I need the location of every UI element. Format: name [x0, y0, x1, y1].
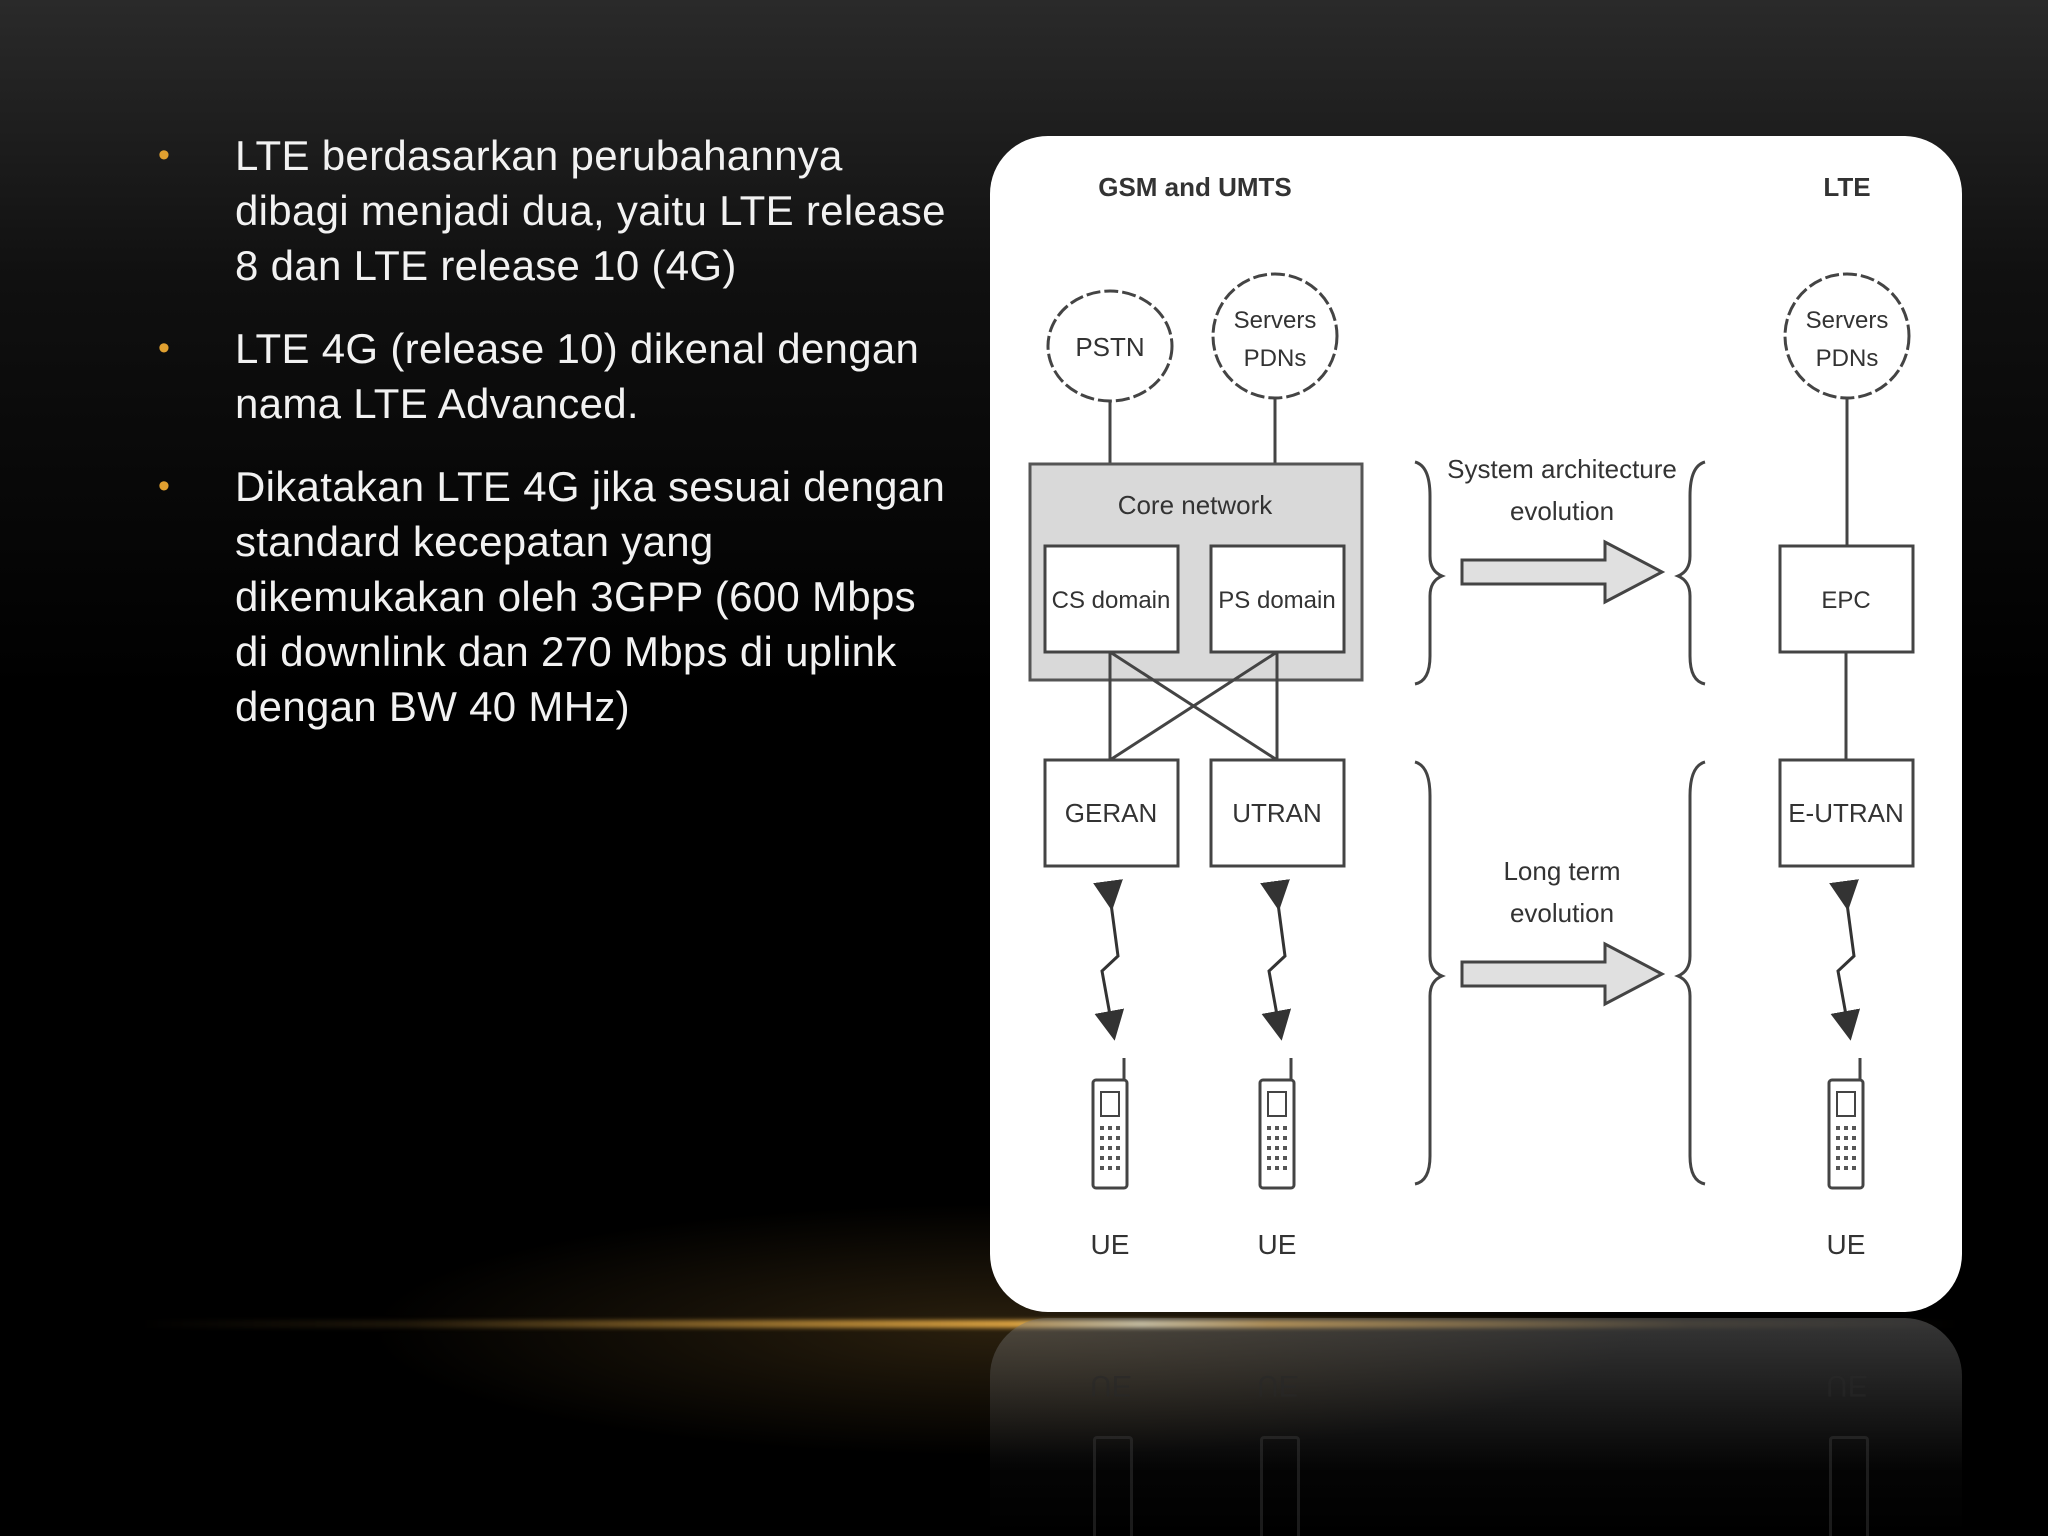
label-evolution: evolution	[1509, 496, 1615, 526]
eutran-box	[1780, 760, 1913, 866]
phone-icon	[1093, 1058, 1127, 1188]
bullet-dot-icon: •	[158, 467, 171, 505]
svg-text:Core network: Core network	[1117, 490, 1273, 520]
geran-box	[1045, 760, 1178, 866]
phone-icon	[1260, 1058, 1294, 1188]
svg-text:PDNs: PDNs	[1243, 345, 1307, 372]
radio-link-icon	[1102, 896, 1118, 1026]
bullet-text: LTE 4G (release 10) dikenal dengan nama LTE Advanced.	[235, 325, 920, 427]
cs-domain-box	[1045, 546, 1178, 652]
brace-left-bottom	[1415, 762, 1442, 1184]
ps-domain-box	[1211, 546, 1344, 652]
diagram-svg	[990, 136, 1962, 1312]
radio-link-icon	[1269, 896, 1285, 1026]
header-gsm-umts: GSM and UMTS	[1098, 172, 1292, 202]
label-system-architecture: System architecture	[1447, 454, 1677, 484]
svg-text:GERAN: GERAN	[1064, 798, 1158, 828]
bullet-item	[150, 321, 950, 431]
label-long-term: Long term	[1503, 856, 1621, 886]
arrow-right-icon	[1462, 944, 1662, 1004]
arrow-right-icon	[1462, 542, 1662, 602]
epc-box	[1780, 546, 1913, 652]
ue-label: UE	[1257, 1229, 1297, 1260]
bullet-item	[150, 459, 950, 734]
phone-reflection-icon	[1260, 1436, 1300, 1536]
ue-label: UE	[1090, 1229, 1130, 1260]
bullet-text: Dikatakan LTE 4G jika sesuai dengan standard kecepatan yang dikemukakan oleh 3GPP (600 Mbps di downlink dan 270 Mbps di uplink dengan BW 40 MHz)	[235, 463, 946, 730]
ue-reflection-label: UE	[1826, 1369, 1868, 1402]
servers-pdns-cloud-right	[1785, 274, 1909, 398]
bullet-text: LTE berdasarkan perubahannya dibagi menjadi dua, yaitu LTE release 8 dan LTE release 10 (4G)	[235, 132, 946, 289]
lte-architecture-diagram	[990, 136, 1962, 1312]
svg-text:E-UTRAN: E-UTRAN	[1788, 798, 1904, 828]
svg-text:EPC: EPC	[1821, 587, 1871, 614]
ue-reflection-label: UE	[1257, 1369, 1299, 1402]
phone-reflection-icon	[1829, 1436, 1869, 1536]
svg-text:CS domain: CS domain	[1051, 587, 1171, 614]
bullet-dot-icon: •	[158, 329, 171, 367]
svg-text:PS domain: PS domain	[1218, 587, 1336, 614]
brace-left-top	[1415, 462, 1442, 684]
svg-text:Servers: Servers	[1805, 307, 1889, 334]
servers-pdns-cloud-left	[1213, 274, 1337, 398]
svg-text:Servers: Servers	[1233, 307, 1317, 334]
svg-text:PSTN: PSTN	[1075, 332, 1145, 362]
brace-right-top	[1678, 462, 1705, 684]
bullet-item	[150, 128, 950, 293]
pstn-cloud	[1048, 291, 1172, 401]
phone-icon	[1829, 1058, 1863, 1188]
header-lte: LTE	[1823, 172, 1871, 202]
brace-right-bottom	[1678, 762, 1705, 1184]
utran-box	[1211, 760, 1344, 866]
svg-text:UTRAN: UTRAN	[1232, 798, 1322, 828]
ue-label: UE	[1826, 1229, 1866, 1260]
bullet-dot-icon: •	[158, 136, 171, 174]
radio-link-icon	[1838, 896, 1854, 1026]
bullet-list	[150, 128, 950, 762]
label-evolution-2: evolution	[1509, 898, 1615, 928]
phone-reflection-icon	[1093, 1436, 1133, 1536]
svg-text:PDNs: PDNs	[1815, 345, 1879, 372]
diagram-reflection	[990, 1318, 1962, 1536]
ue-reflection-label: UE	[1090, 1369, 1132, 1402]
